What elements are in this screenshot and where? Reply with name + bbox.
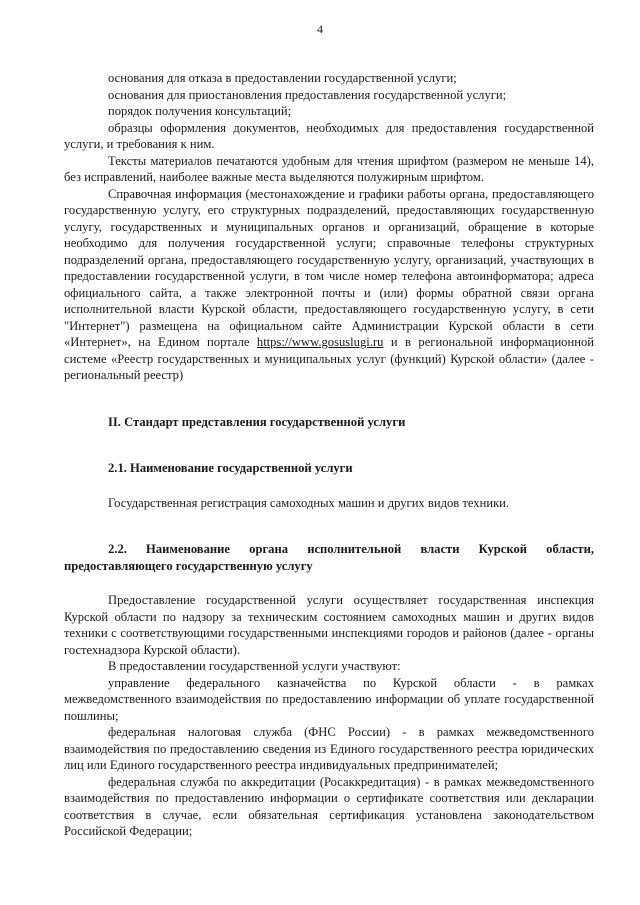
paragraph: управление федерального казначейства по Курской области - в рамках межведомственного взаимодействия по предоставлению информации об уплате государственной пошлины; xyxy=(64,675,594,723)
page-number: 4 xyxy=(317,22,323,36)
paragraph: В предоставлении государственной услуги участвуют: xyxy=(108,659,401,673)
paragraph: федеральная налоговая служба (ФНС России) - в рамках межведомственного взаимодействия по предоставлению сведения из Единого государственного реестра юридических лиц или Единого государственного реестра индивидуальных предпринимателей; xyxy=(64,725,594,772)
list-line: образцы оформления документов, необходимых для предоставления государственной услуги, и требования к ним. xyxy=(64,120,594,151)
paragraph: федеральная служба по аккредитации (Росаккредитация) - в рамках межведомственного взаимодействия по предоставлению информации о сертификате соответствия или декларации соответствия в случае, если обязательная сертификация установлена законодательством Российской Федерации; xyxy=(64,774,594,838)
reference-paragraph xyxy=(64,186,594,384)
section-2-heading: II. Стандарт представления государственной услуги xyxy=(108,414,406,429)
document-body xyxy=(64,70,594,840)
list-line: основания для приостановления предоставления государственной услуги; xyxy=(108,87,507,102)
section-2-1-text: Государственная регистрация самоходных машин и других видов техники. xyxy=(108,495,510,510)
fonts-paragraph: Тексты материалов печатаются удобным для чтения шрифтом (размером не меньше 14), без исправлений, наиболее важные места выделяются полужирным шрифтом. xyxy=(64,153,594,184)
list-line: порядок получения консультаций; xyxy=(108,104,292,118)
reference-text-start: Справочная информация (местонахождение и графики работы органа, предоставляющего государственную услугу, его структурных подразделений, предоставляющих государственную услугу, государственных и муниципальных органов и организаций, обращение в которые необходимо для получения государственной услуги; справочные телефоны структурных подразделений органа, предоставляющего государственную услугу, организаций, участвующих в предоставлении государственной услуги, в том числе номер телефона автоинформатора; адреса официального сайта, а также электронной почты и (или) формы обратной связи органа исполнительной власти Курской области, предоставляющего государственную услугу, в сети "Интернет") размещена на официальном сайте Администрации Курской области в сети «Интернет», на Едином портале xyxy=(64,186,594,349)
paragraph: Предоставление государственной услуги осуществляет государственная инспекция Курской области по надзору за техническим состоянием самоходных машин и других видов техники с соответствующими государственными инспекциями городов и районов (далее - органы гостехнадзора Курской области). xyxy=(64,593,594,657)
list-line: основания для отказа в предоставлении государственной услуги; xyxy=(108,71,457,85)
section-2-1-heading: 2.1. Наименование государственной услуги xyxy=(108,461,353,475)
section-2-2-heading: 2.2. Наименование органа исполнительной власти Курской области, предоставляющего государственную услугу xyxy=(64,542,594,573)
reference-text-end: и в региональной информационной системе «Реестр государственных и муниципальных услуг (функций) Курской области» (далее - региональный реестр) xyxy=(64,335,594,382)
gosuslugi-link[interactable]: https://www.gosuslugi.ru xyxy=(256,335,384,349)
